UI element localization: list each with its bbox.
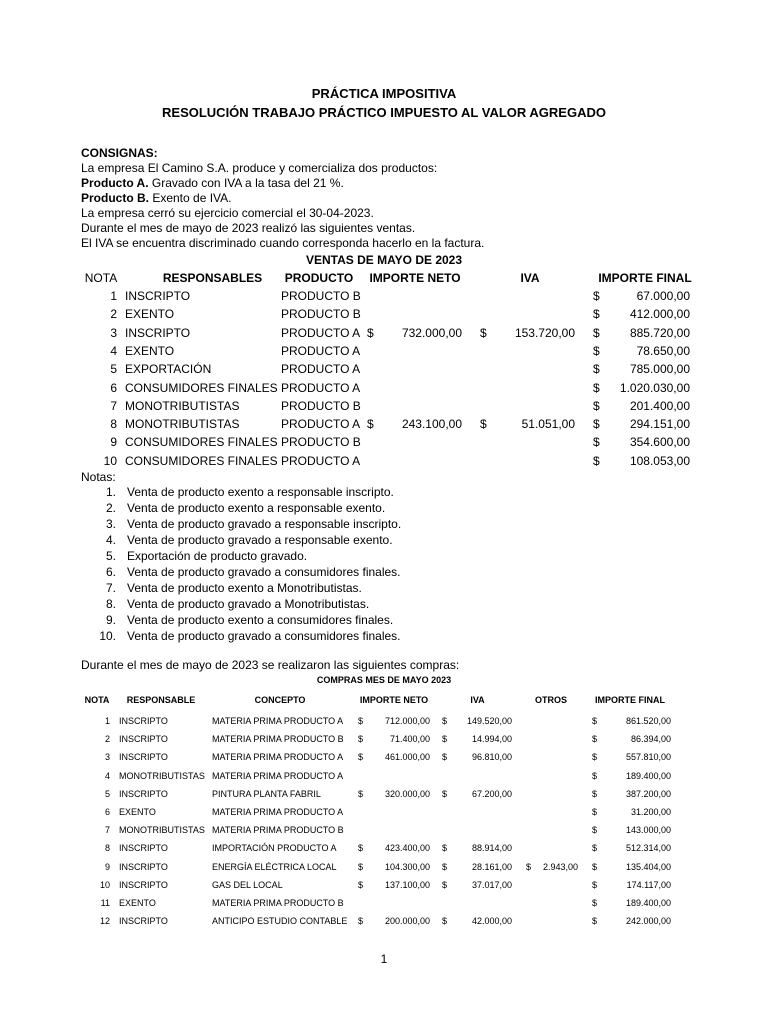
ventas-cell-currency: $ bbox=[593, 398, 600, 413]
ventas-cell-currency: $ bbox=[593, 380, 600, 395]
compras-cell-concepto: MATERIA PRIMA PRODUCTO B bbox=[212, 825, 344, 836]
ventas-cell-currency: $ bbox=[480, 417, 487, 432]
compras-cell-currency: $ bbox=[592, 843, 598, 854]
compras-cell-currency: $ bbox=[358, 861, 364, 872]
document-subtitle: RESOLUCIÓN TRABAJO PRÁCTICO IMPUESTO AL VALOR AGREGADO bbox=[162, 105, 606, 120]
compras-cell-nota: 8 bbox=[104, 843, 110, 854]
compras-cell-importe-final: 189.400,00 bbox=[625, 770, 671, 781]
compras-cell-nota: 9 bbox=[104, 861, 110, 872]
nota-item: Venta de producto gravado a responsable inscripto. bbox=[127, 517, 402, 531]
nota-number: 1. bbox=[105, 485, 116, 499]
compras-cell-currency: $ bbox=[442, 843, 448, 854]
consignas-line: Durante el mes de mayo de 2023 realizó las siguientes ventas. bbox=[81, 221, 416, 235]
ventas-cell-responsable: CONSUMIDORES FINALES bbox=[125, 453, 278, 468]
compras-cell-importe-final: 242.000,00 bbox=[625, 916, 671, 927]
compras-cell-importe-neto: 320.000,00 bbox=[384, 788, 430, 799]
compras-cell-nota: 7 bbox=[104, 825, 110, 836]
compras-cell-importe-final: 189.400,00 bbox=[625, 898, 671, 908]
compras-cell-nota: 3 bbox=[104, 752, 110, 763]
compras-cell-currency: $ bbox=[442, 916, 448, 927]
compras-intro: Durante el mes de mayo de 2023 se realizaron las siguientes compras: bbox=[81, 658, 460, 672]
compras-cell-importe-neto: 104.300,00 bbox=[384, 861, 430, 872]
compras-cell-responsable: INSCRIPTO bbox=[119, 916, 168, 927]
ventas-cell-nota: 9 bbox=[110, 435, 117, 450]
compras-cell-currency: $ bbox=[592, 788, 598, 799]
ventas-cell-currency: $ bbox=[593, 307, 600, 322]
producto-a-text: Gravado con IVA a la tasa del 21 %. bbox=[148, 176, 344, 190]
producto-a-line bbox=[81, 176, 344, 190]
notas-heading: Notas: bbox=[81, 470, 116, 484]
ventas-cell-responsable: INSCRIPTO bbox=[125, 325, 191, 340]
compras-cell-currency: $ bbox=[358, 916, 364, 927]
compras-cell-nota: 6 bbox=[104, 807, 110, 817]
nota-item: Venta de producto exento a Monotributistas. bbox=[127, 581, 362, 595]
compras-cell-otros: 2.943,00 bbox=[542, 861, 578, 872]
compras-cell-currency: $ bbox=[358, 734, 364, 745]
compras-header-responsable: RESPONSABLE bbox=[126, 695, 196, 705]
ventas-cell-nota: 10 bbox=[103, 453, 117, 468]
nota-number: 10. bbox=[99, 629, 116, 643]
compras-cell-responsable: MONOTRIBUTISTAS bbox=[119, 770, 205, 781]
ventas-cell-producto: PRODUCTO A bbox=[281, 325, 361, 340]
compras-cell-currency: $ bbox=[592, 861, 598, 872]
compras-cell-concepto: PINTURA PLANTA FABRIL bbox=[212, 788, 321, 799]
compras-cell-importe-neto: 71.400,00 bbox=[389, 734, 430, 745]
compras-header-concepto: CONCEPTO bbox=[254, 695, 306, 705]
compras-cell-importe-neto: 461.000,00 bbox=[384, 752, 430, 763]
ventas-cell-nota: 7 bbox=[110, 398, 117, 413]
ventas-cell-importe-neto: 732.000,00 bbox=[401, 325, 462, 340]
compras-cell-currency: $ bbox=[358, 788, 364, 799]
compras-cell-importe-final: 861.520,00 bbox=[625, 716, 671, 726]
compras-cell-iva: 42.000,00 bbox=[471, 916, 512, 927]
compras-header-nota: NOTA bbox=[84, 695, 110, 705]
compras-cell-concepto: MATERIA PRIMA PRODUCTO B bbox=[212, 734, 344, 745]
compras-cell-nota: 10 bbox=[99, 879, 110, 890]
consignas-heading: CONSIGNAS: bbox=[81, 146, 158, 160]
ventas-caption: VENTAS DE MAYO DE 2023 bbox=[305, 253, 463, 267]
compras-cell-currency: $ bbox=[442, 861, 448, 872]
compras-cell-importe-final: 86.394,00 bbox=[630, 734, 671, 745]
ventas-cell-producto: PRODUCTO A bbox=[281, 380, 361, 395]
compras-cell-currency: $ bbox=[592, 879, 598, 890]
producto-b-text: Exento de IVA. bbox=[149, 191, 232, 205]
nota-number: 7. bbox=[105, 581, 116, 595]
compras-cell-nota: 2 bbox=[104, 734, 110, 745]
compras-cell-iva: 67.200,00 bbox=[471, 788, 512, 799]
ventas-cell-importe-final: 67.000,00 bbox=[636, 289, 690, 303]
ventas-cell-responsable: MONOTRIBUTISTAS bbox=[125, 417, 240, 432]
ventas-cell-importe-final: 885.720,00 bbox=[629, 325, 690, 340]
compras-cell-currency: $ bbox=[592, 734, 598, 745]
compras-cell-iva: 88.914,00 bbox=[471, 843, 512, 854]
compras-cell-responsable: INSCRIPTO bbox=[119, 879, 168, 890]
ventas-cell-responsable: EXENTO bbox=[125, 307, 175, 322]
compras-cell-currency: $ bbox=[592, 770, 598, 781]
compras-cell-concepto: MATERIA PRIMA PRODUCTO A bbox=[212, 807, 344, 817]
compras-caption: COMPRAS MES DE MAYO 2023 bbox=[316, 675, 452, 685]
ventas-cell-producto: PRODUCTO B bbox=[281, 307, 361, 322]
compras-cell-iva: 96.810,00 bbox=[471, 752, 512, 763]
nota-item: Venta de producto gravado a consumidores finales. bbox=[127, 629, 401, 643]
compras-cell-importe-final: 31.200,00 bbox=[630, 807, 671, 817]
compras-cell-responsable: EXENTO bbox=[119, 807, 156, 817]
ventas-cell-producto: PRODUCTO A bbox=[281, 453, 361, 468]
nota-number: 3. bbox=[105, 517, 116, 531]
compras-cell-currency: $ bbox=[358, 716, 364, 726]
compras-cell-concepto: IMPORTACIÓN PRODUCTO A bbox=[212, 843, 337, 854]
ventas-header-importe-final: IMPORTE FINAL bbox=[598, 271, 692, 285]
ventas-cell-producto: PRODUCTO B bbox=[281, 435, 361, 450]
ventas-cell-nota: 1 bbox=[110, 289, 117, 303]
ventas-cell-producto: PRODUCTO A bbox=[281, 362, 361, 377]
nota-item: Venta de producto exento a responsable exento. bbox=[127, 501, 386, 515]
compras-cell-importe-neto: 712.000,00 bbox=[384, 716, 430, 726]
compras-cell-concepto: MATERIA PRIMA PRODUCTO A bbox=[212, 716, 344, 726]
compras-cell-currency: $ bbox=[592, 716, 598, 726]
ventas-cell-producto: PRODUCTO B bbox=[281, 289, 361, 303]
compras-cell-concepto: MATERIA PRIMA PRODUCTO A bbox=[212, 770, 344, 781]
ventas-cell-responsable: EXENTO bbox=[125, 343, 175, 358]
ventas-cell-currency: $ bbox=[367, 325, 374, 340]
ventas-cell-currency: $ bbox=[593, 362, 600, 377]
ventas-cell-responsable: INSCRIPTO bbox=[125, 289, 191, 303]
compras-cell-responsable: INSCRIPTO bbox=[119, 843, 168, 854]
nota-item: Venta de producto exento a responsable inscripto. bbox=[127, 485, 394, 499]
compras-cell-nota: 4 bbox=[104, 770, 110, 781]
ventas-cell-currency: $ bbox=[593, 289, 600, 303]
ventas-cell-nota: 2 bbox=[110, 307, 117, 322]
compras-cell-importe-final: 387.200,00 bbox=[625, 788, 671, 799]
compras-cell-responsable: EXENTO bbox=[119, 898, 156, 908]
nota-item: Venta de producto gravado a responsable exento. bbox=[127, 533, 393, 547]
compras-cell-iva: 149.520,00 bbox=[466, 716, 512, 726]
compras-cell-iva: 14.994,00 bbox=[471, 734, 512, 745]
ventas-cell-iva: 51.051,00 bbox=[521, 417, 575, 432]
compras-cell-importe-final: 143.000,00 bbox=[625, 825, 671, 836]
compras-cell-importe-neto: 137.100,00 bbox=[384, 879, 430, 890]
ventas-header-iva: IVA bbox=[520, 271, 540, 285]
compras-cell-importe-final: 512.314,00 bbox=[625, 843, 671, 854]
compras-cell-currency: $ bbox=[358, 879, 364, 890]
nota-number: 9. bbox=[105, 613, 116, 627]
consignas-line: El IVA se encuentra discriminado cuando corresponda hacerlo en la factura. bbox=[81, 236, 485, 250]
nota-number: 2. bbox=[105, 501, 116, 515]
nota-number: 5. bbox=[105, 549, 116, 563]
nota-item: Venta de producto gravado a Monotributistas. bbox=[127, 597, 370, 611]
compras-cell-importe-final: 135.404,00 bbox=[625, 861, 671, 872]
producto-a-label: Producto A. bbox=[81, 176, 149, 190]
compras-cell-currency: $ bbox=[592, 898, 598, 908]
ventas-cell-currency: $ bbox=[367, 417, 374, 432]
compras-cell-concepto: GAS DEL LOCAL bbox=[212, 879, 283, 890]
compras-cell-responsable: MONOTRIBUTISTAS bbox=[119, 825, 205, 836]
ventas-header-importe-neto: IMPORTE NETO bbox=[369, 271, 461, 285]
nota-number: 8. bbox=[105, 597, 116, 611]
compras-cell-responsable: INSCRIPTO bbox=[119, 752, 168, 763]
ventas-cell-nota: 4 bbox=[110, 343, 117, 358]
ventas-cell-importe-neto: 243.100,00 bbox=[401, 417, 462, 432]
compras-cell-importe-final: 557.810,00 bbox=[625, 752, 671, 763]
compras-cell-currency: $ bbox=[592, 752, 598, 763]
compras-cell-currency: $ bbox=[358, 843, 364, 854]
producto-b-line bbox=[81, 191, 232, 205]
compras-cell-currency: $ bbox=[526, 861, 532, 872]
ventas-cell-currency: $ bbox=[593, 343, 600, 358]
nota-item: Venta de producto exento a consumidores finales. bbox=[127, 613, 394, 627]
compras-cell-nota: 5 bbox=[104, 788, 110, 799]
compras-cell-iva: 28.161,00 bbox=[471, 861, 512, 872]
ventas-cell-responsable: CONSUMIDORES FINALES bbox=[125, 435, 278, 450]
consignas-line: La empresa El Camino S.A. produce y comercializa dos productos: bbox=[81, 161, 438, 175]
ventas-cell-iva: 153.720,00 bbox=[514, 325, 575, 340]
compras-cell-iva: 37.017,00 bbox=[471, 879, 512, 890]
ventas-cell-responsable: CONSUMIDORES FINALES bbox=[125, 380, 278, 395]
compras-header-importe-neto: IMPORTE NETO bbox=[359, 695, 429, 705]
compras-header-importe-final: IMPORTE FINAL bbox=[595, 695, 665, 705]
compras-cell-currency: $ bbox=[442, 752, 448, 763]
ventas-cell-currency: $ bbox=[593, 325, 600, 340]
ventas-cell-nota: 6 bbox=[110, 380, 117, 395]
nota-item: Venta de producto gravado a consumidores finales. bbox=[127, 565, 401, 579]
nota-item: Exportación de producto gravado. bbox=[127, 549, 308, 563]
compras-cell-currency: $ bbox=[442, 734, 448, 745]
ventas-cell-responsable: EXPORTACIÓN bbox=[125, 362, 212, 377]
compras-cell-concepto: MATERIA PRIMA PRODUCTO B bbox=[212, 898, 344, 908]
compras-cell-concepto: ANTICIPO ESTUDIO CONTABLE bbox=[212, 916, 348, 927]
ventas-cell-importe-final: 294.151,00 bbox=[629, 417, 690, 432]
compras-cell-nota: 1 bbox=[104, 716, 110, 726]
compras-cell-nota: 12 bbox=[99, 916, 110, 927]
ventas-cell-nota: 5 bbox=[110, 362, 117, 377]
ventas-cell-currency: $ bbox=[593, 453, 600, 468]
compras-header-otros: OTROS bbox=[534, 695, 567, 705]
consignas-line: La empresa cerró su ejercicio comercial el 30-04-2023. bbox=[81, 206, 374, 220]
ventas-cell-importe-final: 78.650,00 bbox=[636, 343, 690, 358]
ventas-header-producto: PRODUCTO bbox=[284, 271, 354, 285]
compras-cell-responsable: INSCRIPTO bbox=[119, 861, 168, 872]
compras-cell-importe-neto: 200.000,00 bbox=[384, 916, 430, 927]
ventas-cell-currency: $ bbox=[593, 435, 600, 450]
compras-cell-currency: $ bbox=[592, 807, 598, 817]
compras-cell-currency: $ bbox=[358, 752, 364, 763]
ventas-cell-importe-final: 412.000,00 bbox=[629, 307, 690, 322]
compras-cell-importe-neto: 423.400,00 bbox=[384, 843, 430, 854]
compras-cell-nota: 11 bbox=[100, 898, 110, 908]
ventas-cell-importe-final: 201.400,00 bbox=[629, 398, 690, 413]
page-number: 1 bbox=[380, 952, 388, 966]
ventas-cell-nota: 3 bbox=[110, 325, 117, 340]
ventas-cell-currency: $ bbox=[593, 417, 600, 432]
ventas-cell-producto: PRODUCTO B bbox=[281, 398, 361, 413]
ventas-cell-importe-final: 108.053,00 bbox=[629, 453, 690, 468]
compras-cell-currency: $ bbox=[592, 916, 598, 927]
compras-header-iva: IVA bbox=[470, 695, 485, 705]
compras-cell-importe-final: 174.117,00 bbox=[626, 879, 671, 890]
ventas-cell-responsable: MONOTRIBUTISTAS bbox=[125, 398, 240, 413]
compras-cell-currency: $ bbox=[592, 825, 598, 836]
compras-cell-currency: $ bbox=[442, 788, 448, 799]
document-title: PRÁCTICA IMPOSITIVA bbox=[311, 86, 457, 101]
compras-cell-concepto: MATERIA PRIMA PRODUCTO A bbox=[212, 752, 344, 763]
compras-cell-currency: $ bbox=[442, 716, 448, 726]
ventas-cell-producto: PRODUCTO A bbox=[281, 417, 361, 432]
ventas-cell-currency: $ bbox=[480, 325, 487, 340]
nota-number: 6. bbox=[105, 565, 116, 579]
ventas-cell-importe-final: 354.600,00 bbox=[629, 435, 690, 450]
compras-cell-currency: $ bbox=[442, 879, 448, 890]
compras-cell-concepto: ENERGÍA ELÉCTRICA LOCAL bbox=[212, 861, 337, 872]
nota-number: 4. bbox=[105, 533, 116, 547]
compras-cell-responsable: INSCRIPTO bbox=[119, 716, 168, 726]
ventas-cell-importe-final: 1.020.030,00 bbox=[619, 380, 690, 395]
ventas-header-nota: NOTA bbox=[84, 271, 118, 285]
ventas-cell-nota: 8 bbox=[110, 417, 117, 432]
compras-cell-responsable: INSCRIPTO bbox=[119, 734, 168, 745]
ventas-cell-importe-final: 785.000,00 bbox=[629, 362, 690, 377]
producto-b-label: Producto B. bbox=[81, 191, 149, 205]
ventas-header-responsables: RESPONSABLES bbox=[162, 271, 263, 285]
compras-cell-responsable: INSCRIPTO bbox=[119, 788, 168, 799]
ventas-cell-producto: PRODUCTO A bbox=[281, 343, 361, 358]
